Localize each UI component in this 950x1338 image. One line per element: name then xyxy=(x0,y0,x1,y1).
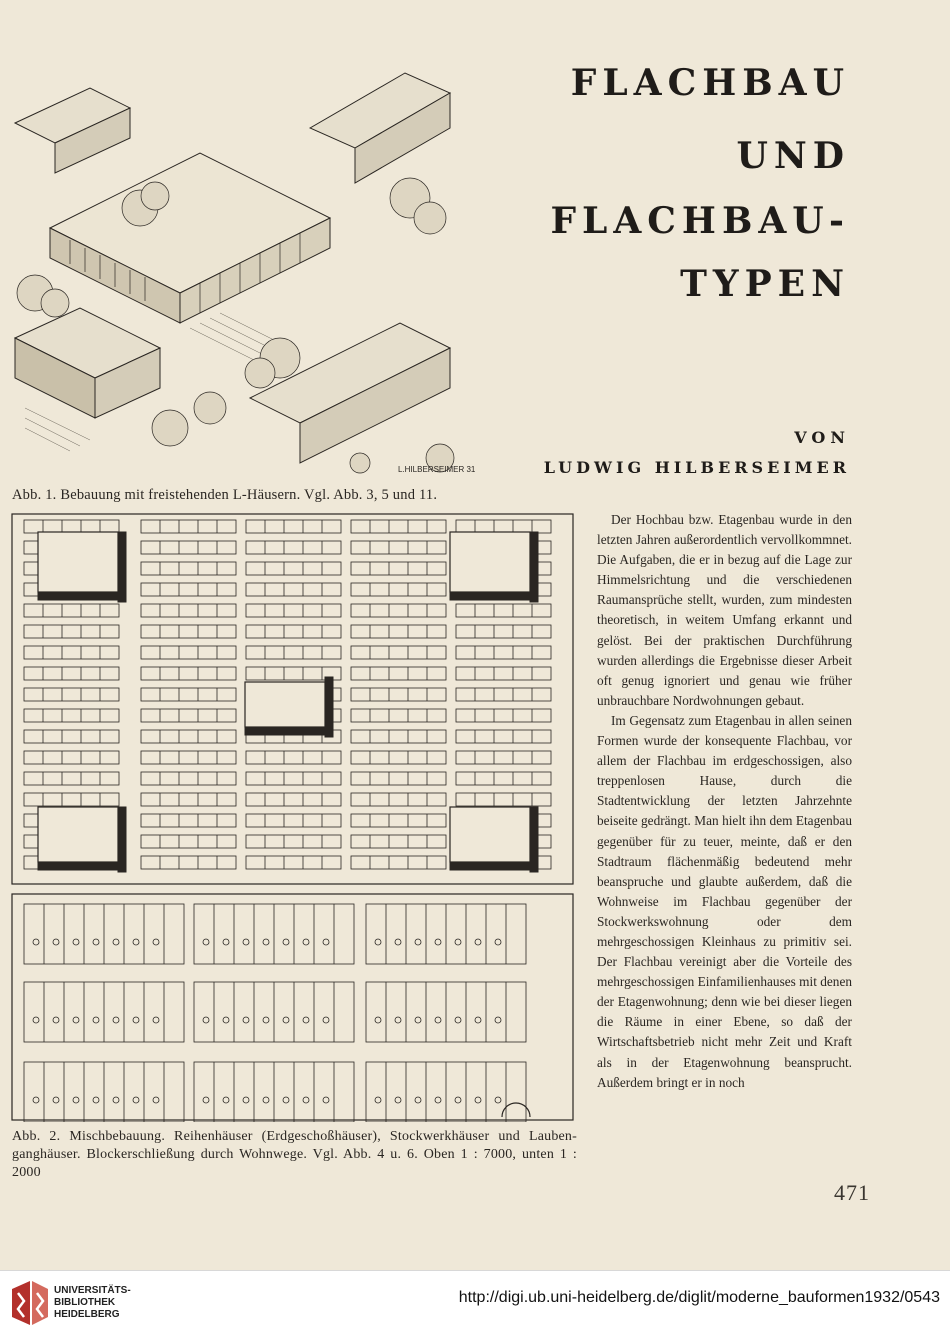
article-body xyxy=(597,510,852,1093)
university-library-logo-icon xyxy=(10,1279,50,1327)
figure-1-signature: L.HILBERSEIMER 31 xyxy=(398,465,475,474)
body-paragraph-1: Der Hochbau bzw. Etagenbau wurde in den letzten Jahren außerordentlich vervollkommnet. Die Aufgaben, die er in bezug auf die Lage zur Himmelsrichtung und die verschiedenen Raumansprüche stellt, wurden, zum mindesten theoretisch, in weitem Umfang erkannt und gelöst. Bei der praktischen Durchführung wurden allerdings die Ergebnisse dieser Arbeit oft genug ignoriert und genau wie früher unbrauchbare Nordwohnungen gebaut. xyxy=(597,512,852,708)
title-line-2: UND xyxy=(736,135,850,177)
figure-2-caption-line-2: ganghäuser. Blockerschließung durch Wohnwege. Vgl. Abb. 4 u. 6. Oben 1 : 7000, unten 1 : 2000 xyxy=(12,1147,577,1180)
figure-1-caption: Abb. 1. Bebauung mit freistehenden L-Häusern. Vgl. Abb. 3, 5 und 11. xyxy=(12,487,438,503)
page-number: 471 xyxy=(834,1180,870,1205)
library-name-line-3: HEIDELBERG xyxy=(54,1309,120,1320)
title-line-3: FLACHBAU- xyxy=(550,200,850,242)
figure-2-caption-line-1: Abb. 2. Mischbebauung. Reihenhäuser (Erdgeschoßhäuser), Stockwerkhäuser und Lauben- xyxy=(12,1129,577,1144)
byline-von: VON xyxy=(794,428,850,447)
library-name xyxy=(54,1285,131,1321)
viewer-footer xyxy=(0,1270,950,1338)
body-paragraph-2: Im Gegensatz zum Etagenbau in allen seinen Formen wurde der konsequente Flachbau, vor allem der Flachbau im erdgeschossigen, also treppenlosen Hause, durch die Stadtentwicklung der letzten Jahrzehnte beiseite gedrängt. Man hielt ihn dem Etagenbau gegenüber für zu teuer, meinte, daß er den Stadtraum flächenmäßig bedeutend mehr beanspruche und glaubte außerdem, daß die Wohnweise im Flachbau gegenüber der Stockwerkswohnung oder dem mehrgeschossigen Kleinhaus zu primitiv sei. Der Flachbau vereinigt aber die Vorteile des mehrgeschossigen Einfamilienhauses mit denen der Etagenwohnung; denn wie bei dieser liegen die Räume in einer Ebene, so daß der Wirtschaftsbetrieb nicht mehr Zeit und Kraft als in der Etagenwohnung beansprucht. Außerdem bringt er in noch xyxy=(597,712,852,1090)
figure-2-caption xyxy=(12,1128,577,1182)
title-line-4: TYPEN xyxy=(680,263,850,305)
figure-2-site-plan xyxy=(10,512,575,1122)
figure-1-isometric-drawing xyxy=(10,68,475,478)
byline-author: LUDWIG HILBERSEIMER xyxy=(543,458,850,477)
library-name-line-2: BIBLIOTHEK xyxy=(54,1297,116,1308)
library-name-line-1: UNIVERSITÄTS- xyxy=(54,1285,131,1296)
title-line-1: FLACHBAU xyxy=(570,62,850,104)
document-url-link[interactable]: http://digi.ub.uni-heidelberg.de/diglit/moderne_bauformen1932/0543 xyxy=(458,1289,940,1306)
